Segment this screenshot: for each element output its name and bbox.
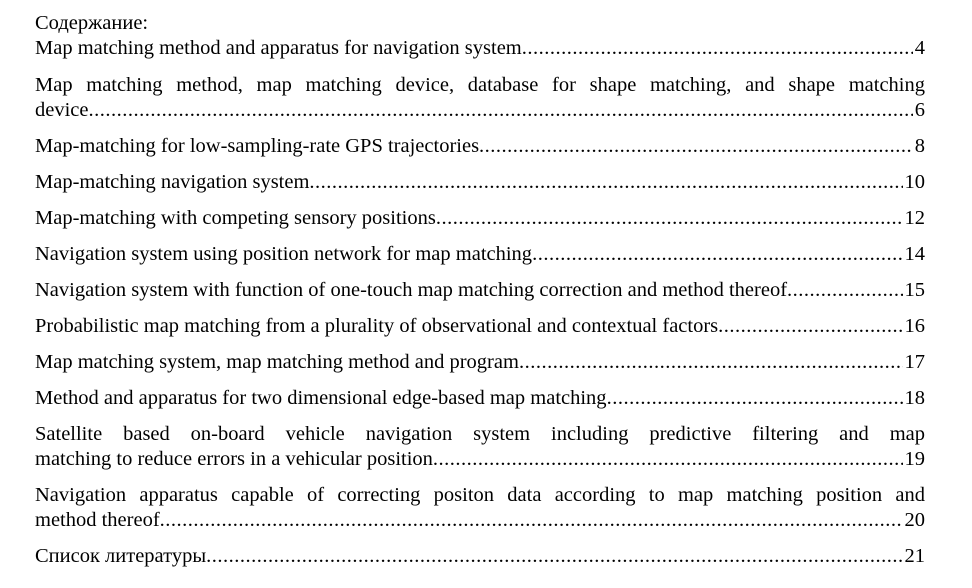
toc-entry[interactable]: [35, 314, 925, 339]
toc-entry-title: Map matching system, map matching method and program: [35, 351, 519, 373]
toc-entry-title: Map-matching with competing sensory positions: [35, 207, 436, 229]
toc-entry[interactable]: [35, 170, 925, 195]
toc-entry-title: Map matching method and apparatus for navigation system: [35, 37, 522, 59]
toc-entry-page: 6: [914, 99, 925, 121]
toc-entry-page: 10: [904, 171, 925, 193]
toc-entry[interactable]: [35, 386, 925, 411]
toc-entry-title-line1: Satellite based on-board vehicle navigation system including predictive filtering and map: [35, 423, 925, 445]
toc-entry-title: Method and apparatus for two dimensional edge-based map matching: [35, 387, 607, 409]
dot-leader: [522, 36, 913, 61]
dot-leader: [160, 508, 903, 533]
toc-entry-title-line1: Map matching method, map matching device, database for shape matching, and shape matching: [35, 74, 925, 96]
dot-leader: [787, 278, 902, 303]
toc-entry-page: 12: [904, 207, 925, 229]
toc-entry-title-line1: Navigation apparatus capable of correcting positon data according to map matching position and: [35, 484, 925, 506]
toc-entry-title-line2: method thereof: [35, 509, 160, 531]
dot-leader: [433, 447, 903, 472]
toc-entry-page: 4: [914, 37, 925, 59]
dot-leader: [718, 314, 902, 339]
toc-entry-page: 16: [904, 315, 925, 337]
toc-entry[interactable]: [35, 134, 925, 159]
toc-entry[interactable]: [35, 483, 925, 533]
toc-entry-title: Navigation system with function of one-touch map matching correction and method thereof: [35, 279, 788, 301]
toc-entry[interactable]: [35, 73, 925, 123]
toc-entry[interactable]: [35, 278, 925, 303]
toc-entry[interactable]: [35, 422, 925, 472]
toc-entry-page: 15: [904, 279, 925, 301]
dot-leader: [206, 544, 902, 569]
toc-entry[interactable]: [35, 206, 925, 231]
toc-entry[interactable]: [35, 544, 925, 569]
toc-entry-title-line2: matching to reduce errors in a vehicular position: [35, 448, 433, 470]
toc-entry-page: 21: [904, 545, 925, 567]
dot-leader: [89, 98, 913, 123]
toc-entry-title: Map-matching for low-sampling-rate GPS trajectories: [35, 135, 480, 157]
dot-leader: [436, 206, 903, 231]
toc-entry-title-line2: device: [35, 99, 89, 121]
toc-entry-page: 20: [904, 509, 925, 531]
toc-entry-title: Probabilistic map matching from a plurality of observational and contextual factors: [35, 315, 719, 337]
toc-entry[interactable]: [35, 242, 925, 267]
toc-entry-page: 18: [904, 387, 925, 409]
toc-entry-title: Map-matching navigation system: [35, 171, 310, 193]
dot-leader: [519, 350, 903, 375]
dot-leader: [479, 134, 913, 159]
toc-heading: Содержание:: [35, 12, 149, 34]
dot-leader: [607, 386, 903, 411]
toc-entry-page: 14: [904, 243, 925, 265]
toc-entry[interactable]: [35, 350, 925, 375]
toc-entry-page: 17: [904, 351, 925, 373]
toc-entry[interactable]: [35, 36, 925, 61]
toc-entry-page: 19: [904, 448, 925, 470]
table-of-contents: [35, 0, 925, 569]
toc-entry-page: 8: [914, 135, 925, 157]
dot-leader: [532, 242, 902, 267]
dot-leader: [309, 170, 902, 195]
toc-entry-title: Navigation system using position network for map matching: [35, 243, 533, 265]
toc-entry-title: Список литературы: [35, 545, 207, 567]
